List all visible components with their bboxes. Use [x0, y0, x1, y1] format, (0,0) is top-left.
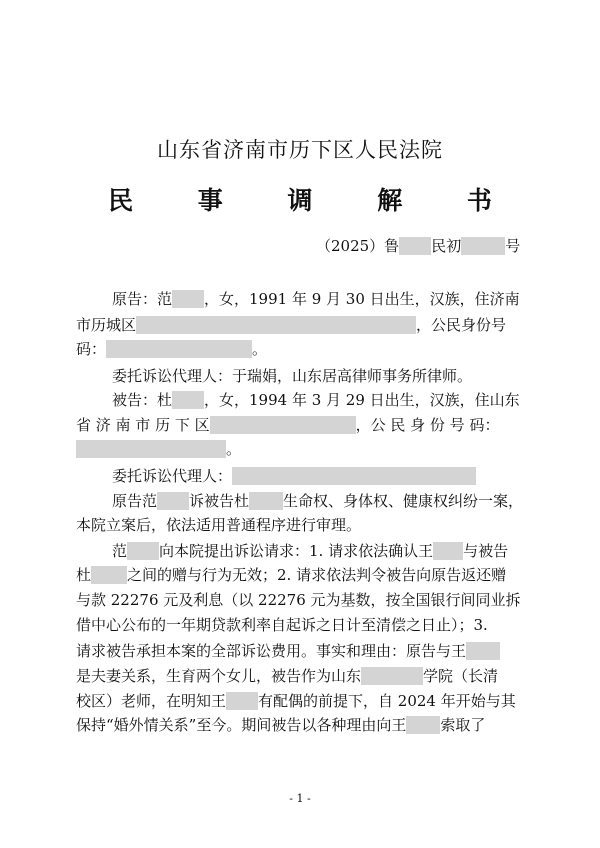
- redaction: [127, 542, 159, 560]
- case-number: （2025）鲁 民初 号: [316, 237, 521, 255]
- plaintiff-line-2: 市历城区 ，公民身份号: [76, 316, 507, 334]
- plaintiff-agent: 委托诉讼代理人：于瑞娟，山东居高律师事务所律师。: [112, 367, 473, 385]
- redaction: [249, 492, 283, 510]
- redaction: [210, 416, 356, 434]
- plaintiff-line-1: 原告：范 ，女，1991 年 9 月 30 日出生，汉族，住济南: [112, 290, 520, 308]
- defendant-line-1: 被告：杜 ，女，1994 年 3 月 29 日出生，汉族，住山东: [112, 391, 520, 409]
- defendant-line-2: 省 济 南 市 历 下 区 ，公 民 身 份 号 码：: [76, 416, 500, 434]
- summary-line-2: 本院立案后，依法适用普通程序进行审理。: [76, 516, 362, 534]
- claims-line-3: 与款 22276 元及利息（以 22276 元为基数，按全国银行间同业拆: [76, 591, 521, 609]
- redaction: [157, 492, 189, 510]
- court-name: 山东省济南市历下区人民法院: [157, 138, 443, 162]
- summary-line-1: 原告范 诉被告杜 生命权、身体权、健康权纠纷一案，: [112, 492, 524, 510]
- redaction: [76, 440, 226, 458]
- redaction: [91, 566, 127, 584]
- claims-line-5: 请求被告承担本案的全部诉讼费用。事实和理由：原告与王: [76, 641, 500, 661]
- redaction: [232, 467, 476, 485]
- page-number: - 1 -: [289, 792, 311, 805]
- defendant-agent: 委托诉讼代理人：: [112, 466, 476, 486]
- redaction: [461, 237, 505, 255]
- claims-line-2: 杜 之间的赠与行为无效；2. 请求依法判令被告向原告返还赠: [76, 566, 507, 584]
- claims-line-7: 校区）老师，在明知王 有配偶的前提下，自 2024 年开始与其: [76, 692, 516, 710]
- claims-line-4: 借中心公布的一年期贷款利率自起诉之日计至清偿之日止）；3.: [76, 616, 488, 634]
- claims-line-8: 保持“婚外情关系”至今。期间被告以各种理由向王 索取了: [76, 716, 486, 734]
- redaction: [172, 391, 204, 409]
- defendant-line-3: 。: [76, 439, 241, 459]
- redaction: [106, 340, 252, 358]
- plaintiff-line-3: 码： 。: [76, 340, 268, 358]
- redaction: [399, 237, 431, 255]
- claims-line-1: 范 向本院提出诉讼请求：1. 请求依法确认王 与被告: [112, 542, 509, 560]
- redaction: [433, 542, 463, 560]
- document-title: 民 事 调 解 书: [108, 186, 520, 215]
- redaction: [226, 692, 258, 710]
- redaction: [406, 716, 440, 734]
- redaction: [466, 642, 500, 660]
- redaction: [136, 316, 416, 334]
- redaction: [361, 667, 423, 685]
- claims-line-6: 是夫妻关系，生育两个女儿，被告作为山东 学院（长清: [76, 667, 499, 685]
- redaction: [172, 290, 204, 308]
